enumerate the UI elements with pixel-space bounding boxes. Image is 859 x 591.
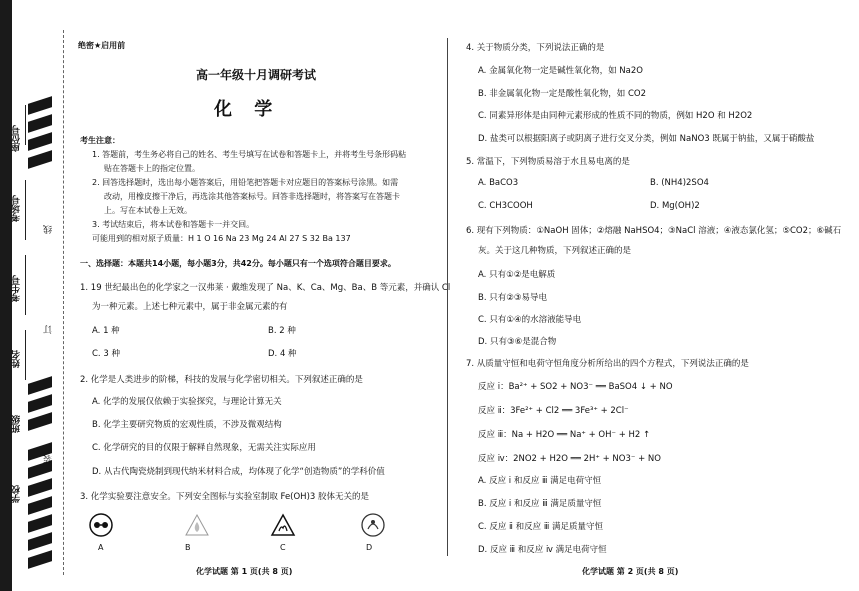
stripe bbox=[28, 150, 52, 169]
reaction-4: 反应 ⅳ：2NO2 + H2O ══ 2H⁺ + NO3⁻ + NO bbox=[478, 454, 661, 464]
student-no-label: 考生号 bbox=[12, 275, 22, 302]
q2-option-a: A. 化学的发展仅依赖于实验探究，与理论计算无关 bbox=[92, 397, 282, 407]
notice-line: 上。写在本试卷上无效。 bbox=[104, 206, 192, 215]
binding-strip bbox=[0, 0, 70, 591]
stripe bbox=[28, 496, 52, 515]
q6-stem: 6. 现有下列物质：①NaOH 固体；②熔融 NaHSO4；③NaCl 溶液；④液态氯化氢；⑤CO2；⑥碱石 bbox=[466, 226, 842, 236]
class-label: 班级 bbox=[12, 415, 22, 433]
icon-label-d: D bbox=[366, 543, 373, 552]
school-label: 学校 bbox=[12, 485, 22, 503]
stripe bbox=[28, 550, 52, 569]
fill-line bbox=[25, 105, 26, 145]
q5-option-d: D. Mg(OH)2 bbox=[650, 201, 700, 211]
icon-label-a: A bbox=[98, 543, 104, 552]
q4-option-d: D. 盐类可以根据阳离子或阴离子进行交叉分类，例如 NaNO3 既属于钠盐，又属于硝酸盐 bbox=[478, 134, 815, 144]
q2-option-b: B. 化学主要研究物质的宏观性质，不涉及微观结构 bbox=[92, 420, 282, 430]
cut-mark: 订 bbox=[44, 325, 54, 334]
q4-option-b: B. 非金属氧化物一定是酸性氧化物，如 CO2 bbox=[478, 89, 646, 99]
q5-option-a: A. BaCO3 bbox=[478, 178, 519, 188]
atomic-mass-line: 可能用到的相对原子质量：H 1 O 16 Na 23 Mg 24 Al 27 S 32 Ba 137 bbox=[92, 234, 351, 243]
hot-surface-icon bbox=[270, 513, 296, 537]
stripe bbox=[28, 96, 52, 115]
q3-stem: 3. 化学实验要注意安全。下列安全图标与实验室制取 Fe(OH)3 胶体无关的是 bbox=[80, 492, 369, 502]
q6-option-b: B. 只有②③易导电 bbox=[478, 293, 547, 303]
name-label: 姓名 bbox=[12, 350, 22, 368]
hand-wash-icon bbox=[360, 513, 386, 537]
notice-line: 贴在答题卡上的指定位置。 bbox=[104, 164, 200, 173]
q1-stem: 1. 19 世纪最出色的化学家之一汉弗莱 · 戴维发现了 Na、K、Ca、Mg、Ba、B 等元素，并确认 Cl bbox=[80, 283, 451, 293]
q2-stem: 2. 化学是人类进步的阶梯，科技的发展与化学密切相关。下列叙述正确的是 bbox=[80, 375, 363, 385]
icon-label-c: C bbox=[280, 543, 286, 552]
q7-stem: 7. 从质量守恒和电荷守恒角度分析所给出的四个方程式，下列说法正确的是 bbox=[466, 359, 749, 369]
q6-option-d: D. 只有③⑥是混合物 bbox=[478, 337, 557, 347]
stripe bbox=[28, 394, 52, 413]
exam-title: 高一年级十月调研考试 bbox=[196, 68, 317, 82]
q4-option-c: C. 同素异形体是由同种元素形成的性质不同的物质，例如 H2O 和 H2O2 bbox=[478, 111, 753, 121]
q6-option-a: A. 只有①②是电解质 bbox=[478, 270, 556, 280]
q6-option-c: C. 只有①④的水溶液能导电 bbox=[478, 315, 582, 325]
stripe bbox=[28, 114, 52, 133]
q7-option-b: B. 反应 ⅰ 和反应 ⅲ 满足质量守恒 bbox=[478, 499, 602, 509]
q4-option-a: A. 金属氧化物一定是碱性氧化物，如 Na2O bbox=[478, 66, 643, 76]
q5-option-b: B. (NH4)2SO4 bbox=[650, 178, 709, 188]
fill-line bbox=[25, 180, 26, 240]
fill-line bbox=[25, 255, 26, 315]
notice-line: 2. 回答选择题时，选出每小题答案后，用铅笔把答题卡对应题目的答案标号涂黑。如需 bbox=[92, 178, 399, 187]
secret-mark: 绝密★启用前 bbox=[78, 41, 126, 50]
section-title: 一、选择题：本题共14小题，每小题3分，共42分。每小题只有一个选项符合题目要求。 bbox=[80, 259, 396, 268]
q1-stem-2: 为一种元素。上述七种元素中，属于非金属元素的有 bbox=[92, 302, 288, 312]
goggles-icon bbox=[88, 513, 114, 537]
q5-option-c: C. CH3COOH bbox=[478, 201, 533, 211]
q7-option-a: A. 反应 ⅰ 和反应 ⅲ 满足电荷守恒 bbox=[478, 476, 602, 486]
notice-line: 1. 答题前，考生务必将自己的姓名、考生号填写在试卷和答题卡上，并将考生号条形码粘 bbox=[92, 150, 407, 159]
reaction-1: 反应 ⅰ：Ba²⁺ + SO2 + NO3⁻ ══ BaSO4 ↓ + NO bbox=[478, 382, 673, 392]
q1-option-b: B. 2 种 bbox=[268, 326, 296, 336]
seat-label: 座位号 bbox=[12, 125, 22, 152]
cut-mark: 线 bbox=[44, 225, 54, 234]
reaction-3: 反应 ⅲ：Na + H2O ══ Na⁺ + OH⁻ + H2 ↑ bbox=[478, 430, 651, 440]
icon-label-b: B bbox=[185, 543, 191, 552]
notice-title: 考生注意： bbox=[80, 136, 120, 145]
q4-stem: 4. 关于物质分类，下列说法正确的是 bbox=[466, 43, 605, 53]
reaction-2: 反应 ⅱ：3Fe²⁺ + Cl2 ══ 3Fe³⁺ + 2Cl⁻ bbox=[478, 406, 629, 416]
q5-stem: 5. 常温下，下列物质易溶于水且易电离的是 bbox=[466, 157, 630, 167]
stripe bbox=[28, 478, 52, 497]
binding-dashed-line bbox=[63, 30, 64, 575]
subject-title: 化 学 bbox=[214, 99, 281, 120]
footer-left: 化学试题 第 1 页(共 8 页) bbox=[196, 567, 293, 576]
cut-mark: 装 bbox=[44, 455, 54, 464]
room-label: 考场号 bbox=[12, 195, 22, 222]
q2-option-c: C. 化学研究的目的仅限于解释自然现象，无需关注实际应用 bbox=[92, 443, 316, 453]
q6-stem-2: 灰。关于这几种物质，下列叙述正确的是 bbox=[478, 246, 632, 256]
q1-option-a: A. 1 种 bbox=[92, 326, 120, 336]
q1-option-c: C. 3 种 bbox=[92, 349, 120, 359]
stripe bbox=[28, 514, 52, 533]
stripe bbox=[28, 132, 52, 151]
flame-warning-icon bbox=[184, 513, 210, 537]
q2-option-d: D. 从古代陶瓷烧制到现代纳米材料合成，均体现了化学“创造物质”的学科价值 bbox=[92, 467, 385, 477]
q1-option-d: D. 4 种 bbox=[268, 349, 297, 359]
fill-line bbox=[25, 330, 26, 380]
footer-right: 化学试题 第 2 页(共 8 页) bbox=[582, 567, 679, 576]
stripe bbox=[28, 532, 52, 551]
q7-option-d: D. 反应 ⅲ 和反应 ⅳ 满足电荷守恒 bbox=[478, 545, 607, 555]
notice-line: 改动，用橡皮擦干净后，再选涂其他答案标号。回答非选择题时，将答案写在答题卡 bbox=[104, 192, 400, 201]
stripe bbox=[28, 376, 52, 395]
notice-line: 3. 考试结束后，将本试卷和答题卡一并交回。 bbox=[92, 220, 255, 229]
q7-option-c: C. 反应 ⅱ 和反应 ⅲ 满足质量守恒 bbox=[478, 522, 603, 532]
stripe bbox=[28, 412, 52, 431]
page-divider bbox=[447, 38, 448, 556]
